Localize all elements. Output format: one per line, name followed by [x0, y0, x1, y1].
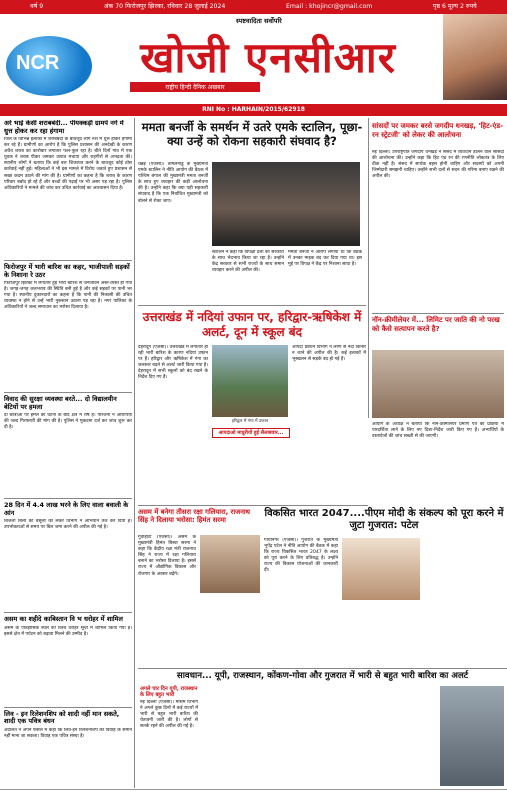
lead-body: चेन्नई (एजेंसी)। तमिलनाडु के मुख्यमंत्री एमके स्टालिन ने नीति आयोग की बैठक में पश्चिम बंगाल की मुख्यमंत्री ममता बनर्जी के साथ हुए व्यवहार की कड़ी आलोचना की है। उन्होंने कहा कि क्या यही सहकारी संघवाद है कि एक निर्वाचित मुख्यमंत्री को बोलने से रोका जाए। [138, 162, 208, 204]
lead-body: ममता बनर्जी ने आरोप लगाया था कि बैठक में उनका माइक बंद कर दिया गया था। इस मुद्दे पर विपक्ष ने केंद्र पर निशाना साधा है। [288, 250, 362, 268]
article-heading: 28 दिन में 4.4 लाख भरने के लिए वाला बवाली के आंन [4, 501, 129, 517]
newspaper-subtag: राष्ट्रीय हिन्दी दैनिक अखबार [130, 82, 260, 92]
masthead-portrait-image [443, 14, 507, 100]
left-column [4, 120, 132, 788]
masthead-topbar [0, 0, 507, 14]
right-photo [372, 350, 504, 418]
divider [138, 505, 368, 506]
article-body: नई दिल्ली। उपराष्ट्रपति जगदीप धनखड़ ने संसद में व्यवधान डालने वाले सांसदों की आलोचना की। उन्होंने कहा कि हिट एंड रन की रणनीति लोकतंत्र के लिए ठीक नहीं है। संसद में सार्थक बहस होनी चाहिए और सदस्यों को अपनी जिम्मेदारी समझनी चाहिए। उन्होंने सभी दलों से सदन की गरिमा बनाए रखने की अपील की। [372, 150, 504, 180]
article-heading: नॉन-क्रीमीलेयर में... लिमिट पर जाति की नो परख को कैसे सत्यापन करते है? [372, 316, 500, 333]
column-rule [134, 118, 135, 788]
article-heading: अरे भाई केसी शराबबंदी... पीयक्कड़ी ग्रामपे नगे में धुत्त होकर कर रहा हंगामा [4, 120, 124, 135]
divider [4, 707, 132, 708]
rain-alert-body: नई दिल्ली (एजेंसी)। मौसम विभाग ने अगले कुछ दिनों में कई राज्यों में भारी से बहुत भारी बारिश की चेतावनी जारी की है। लोगों से सतर्क रहने की अपील की गई है। [140, 700, 198, 730]
gujarat-body: गांधीनगर (एजेंसी)। गुजरात के मुख्यमंत्री भूपेंद्र पटेल ने नीति आयोग की बैठक में कहा कि राज्य विकसित भारत 2047 के लक्ष्य को पूरा करने के लिए प्रतिबद्ध है। उन्होंने राज्य की विकास योजनाओं की जानकारी दी। [264, 538, 338, 574]
photo-caption: हरिद्वार में गंगा में उफान [231, 419, 269, 424]
rain-alert-headline: सावधान... यूपी, राजस्थान, कोंकण-गोवा और गुजरात में भारी से बहुत भारी बारिश का अलर्ट [176, 671, 469, 681]
assam-body: गुवाहाटी (एजेंसी)। असम के मुख्यमंत्री हिमंत बिस्वा सरमा ने कहा कि केंद्रीय रक्षा मंत्री राजनाथ सिंह ने राज्य में रक्षा गलियारा बनाने का भरोसा दिलाया है। इससे राज्य में औद्योगिक विकास और रोजगार के अवसर बढ़ेंगे। [138, 535, 196, 577]
gujarat-headline: विकसित भारत 2047....पीएम मोदी के संकल्प को पूरा करने में जुटा गुजरात: पटेल [264, 508, 504, 531]
article-heading: लिव - इन रिलेशनशिप को शादी नहीं मान सकते, शादी एक पवित्र बंधन [4, 709, 120, 725]
page-footer [0, 789, 507, 801]
article-body: अदालत ने अपने फैसले में कहा कि लिव-इन रिलेशनशिप को विवाह के समान नहीं माना जा सकता। विवाह एक पवित्र संस्था है। [4, 727, 132, 739]
article-heading: विवाद की सुरक्षा व्यवस्था बरते... दो विद्यालयीन बेटियों पर हमला [4, 395, 117, 411]
article-body: असम के ऐतिहासिक स्थल को विश्व धरोहर सूची में शामिल किया गया है। इससे क्षेत्र में पर्यटन को बढ़ावा मिलने की उम्मीद है। [4, 625, 132, 637]
article-body: जिले के विभिन्न इलाकों में शराबबंदी के बावजूद लोग नशे में धुत्त होकर हंगामा कर रहे हैं। ग्रामीणों का आरोप है कि पुलिस प्रशासन की अनदेखी के कारण अवैध शराब का कारोबार लगातार फल-फूल रहा है। बीते दिनों गांव में एक युवक ने शराब पीकर जमकर उत्पात मचाया और राहगीरों से अभद्रता की। स्थानीय लोगों ने बताया कि कई बार शिकायत करने के बावजूद कोई ठोस कार्रवाई नहीं हुई। महिलाओं ने भी इस मामले में विरोध जताते हुए प्रशासन से सख्त कदम उठाने की मांग की है। ग्रामीणों का कहना है कि शराब के कारण परिवार बर्बाद हो रहे हैं और बच्चों की पढ़ाई पर भी असर पड़ रहा है। पुलिस अधिकारियों ने मामले की जांच कर उचित कार्रवाई का आश्वासन दिया है। [4, 137, 132, 191]
article-heading: सांसदों पर जमकर बरसे जगदीप धनखड़, 'हिट-एंड-रन स्ट्रेटजी' को लेकर की आलोचना [372, 122, 504, 139]
article-body: दो छात्राओं पर हमले की घटना के बाद क्षेत्र में रोष है। परिजनों ने आरोपियों की जल्द गिरफ्तारी की मांग की है। पुलिस ने मुकदमा दर्ज कर जांच शुरू कर दी है। [4, 413, 132, 431]
tagline: स्पष्टवादिता सर्वोपरि [236, 17, 282, 25]
contact-email: Email : khojincr@gmail.com [285, 3, 373, 10]
divider [4, 260, 132, 261]
divider [4, 612, 132, 613]
pull-quote: आपदाओ माधुरीयों हुई सैलाबवार... [212, 428, 290, 438]
article-heading: असम का शहीदे काबिस्तान वि भ धरोहर में शामिल [4, 615, 123, 623]
article-body: आयोग के अध्यक्ष ने बताया कि नॉन-क्रीमीलेयर प्रमाण पत्र की प्रक्रिया में पारदर्शिता लाने के लिए नए दिशा-निर्देश जारी किए गए हैं। अभ्यर्थियों के दस्तावेजों की जांच सख्ती से की जाएगी। [372, 422, 504, 440]
article-body: फिरोजपुर झिरका में लगातार हुई भारी बारिश से जनजीवन अस्त-व्यस्त हो गया है। जगह-जगह जलभराव की स्थिति बनी हुई है और कई सड़कों पर पानी भर गया है। स्थानीय दुकानदारों का कहना है कि पानी की निकासी की उचित व्यवस्था न होने से उन्हें भारी नुकसान उठाना पड़ रहा है। नगर पालिका के अधिकारियों ने जल्द समाधान का भरोसा दिलाया है। [4, 281, 132, 311]
divider [4, 498, 132, 499]
river-photo [212, 345, 288, 417]
rni-number: RNI No : HARHAIN/2015/62918 [0, 104, 507, 116]
assam-headline: असम में बनेगा तीसरा रक्षा गलियारा, राजनाथ सिंह ने दिलाया भरोसा: हिमंत सरमा [138, 508, 251, 524]
issue-volume: वर्ष 9 [30, 3, 44, 10]
uttarakhand-body: देहरादून (एजेंसी)। उत्तराखंड में लगातार हो रही भारी बारिश के कारण नदियां उफान पर हैं। हरिद्वार और ऋषिकेश में गंगा का जलस्तर बढ़ने से अलर्ट जारी किया गया है। देहरादून में सभी स्कूलों को बंद रखने के निर्देश दिए गए हैं। [138, 345, 208, 381]
politician-photo [200, 535, 260, 593]
divider [372, 313, 504, 314]
uttarakhand-body: आपदा प्रबंधन विभाग ने लोगों से नदी किनारे न जाने की अपील की है। कई इलाकों में भूस्खलन से सड़कें बंद हो गई हैं। [292, 345, 366, 363]
uttarakhand-headline: उत्तराखंड में नदियां उफान पर, हरिद्वार-ऋषिकेश में अलर्ट, दून में स्कूल बंद [142, 310, 362, 339]
divider [4, 392, 132, 393]
article-heading: फिरोजपुर में भारी बारिश का कहर, भाजीपाली सड़कों के निशाना रे उठर [4, 263, 130, 279]
column-rule [368, 118, 369, 418]
issue-date: अंक 70 फिरोजपुर झिरका, रविवार 28 जुलाई 2024 [103, 3, 226, 10]
article-body: बिजली बिलों की वसूली को लेकर विभाग ने अभियान तेज कर दिया है। उपभोक्ताओं से समय पर बिल जमा करने की अपील की गई है। [4, 519, 132, 531]
lead-photo [212, 162, 360, 246]
lead-body: स्टालिन ने कहा कि विपक्षी दलों की सरकारों के साथ भेदभाव किया जा रहा है। उन्होंने केंद्र सरकार से सभी राज्यों के साथ समान व्यवहार करने की अपील की। [212, 250, 284, 274]
rain-alert-subhead: अगले चार दिन यूपी, राजस्थान के लिए बहुत भारी [140, 686, 198, 698]
divider [138, 305, 366, 306]
lead-headline: ममता बनर्जी के समर्थन में उतरे एमके स्टालिन, पूछा- क्या उन्हें को रोकना सहकारी संघवाद है? [141, 120, 363, 148]
gujarat-photo [342, 538, 420, 600]
ncr-logo-text: NCR [16, 52, 60, 74]
rain-photo [440, 686, 504, 786]
divider [138, 668, 507, 669]
newspaper-title: खोजी एनसीआर [140, 33, 396, 82]
issue-price: पृष्ठ 6 मूल्य 2 रुपये [432, 3, 477, 10]
